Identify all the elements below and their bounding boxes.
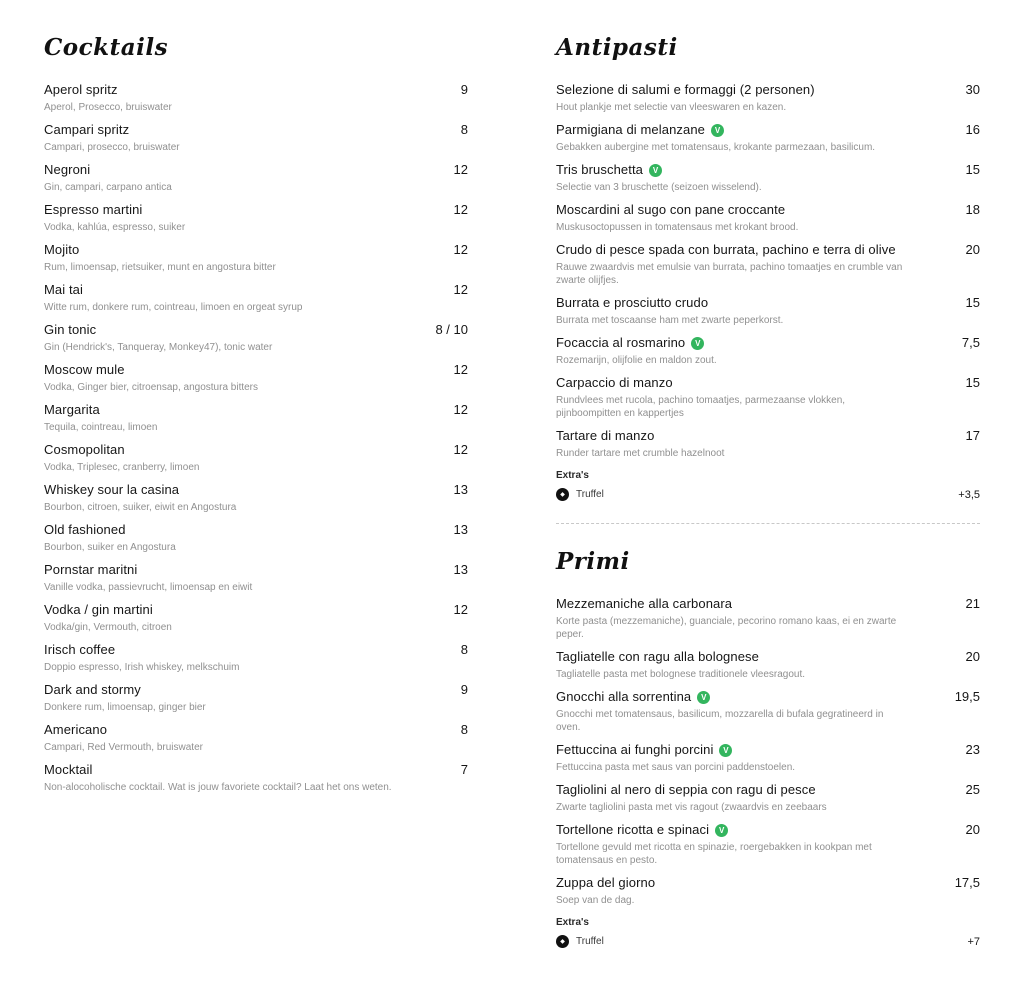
menu-item-name: Carpaccio di manzo: [556, 375, 673, 390]
extras-label: Extra's: [556, 470, 589, 481]
menu-item-name-wrap: [556, 294, 944, 311]
menu-section: [44, 34, 468, 794]
extra-item-price: +7: [967, 935, 980, 948]
menu-item-name-wrap: [44, 721, 439, 738]
menu-item-header: [44, 161, 468, 178]
menu-item-name-wrap: [44, 681, 439, 698]
extras-block: [556, 917, 980, 948]
menu-item: [44, 561, 468, 594]
menu-item-price: 20: [965, 649, 980, 664]
section-title: Primi: [556, 548, 630, 575]
menu-item-header: [556, 427, 980, 444]
menu-item-price: 20: [965, 242, 980, 257]
menu-item-header: [556, 161, 980, 178]
menu-item-name-wrap: [44, 281, 432, 298]
menu-item-description: Vodka/gin, Vermouth, citroen: [44, 622, 172, 633]
extra-item-name: Truffel: [576, 489, 604, 500]
menu-item-description: Doppio espresso, Irish whiskey, melkschuim: [44, 662, 240, 673]
menu-item: [556, 781, 980, 814]
menu-item-name-wrap: [44, 441, 432, 458]
menu-item-price: 30: [965, 82, 980, 97]
menu-item-name: Whiskey sour la casina: [44, 482, 180, 497]
menu-item: [44, 601, 468, 634]
section-title: Antipasti: [556, 34, 678, 61]
menu-item-header: [44, 321, 468, 338]
menu-item-name-wrap: [556, 688, 933, 705]
menu-item-description: Rum, limoensap, rietsuiker, munt en angostura bitter: [44, 262, 276, 273]
menu-item-name: Moscardini al sugo con pane croccante: [556, 202, 786, 217]
menu-item-price: 12: [453, 202, 468, 217]
menu-section: [556, 548, 980, 948]
menu-item-name-wrap: [44, 201, 432, 218]
menu-item-name: Espresso martini: [44, 202, 143, 217]
menu-item-price: 12: [453, 402, 468, 417]
menu-item-name-wrap: [44, 481, 432, 498]
menu-item-header: [44, 401, 468, 418]
extras-block: [556, 470, 980, 501]
menu-item-description: Gnocchi met tomatensaus, basilicum, mozzarella di bufala gegratineerd in oven.: [556, 709, 884, 733]
menu-item-name-wrap: [556, 595, 944, 612]
menu-item: [556, 201, 980, 234]
menu-item-description: Vodka, kahlúa, espresso, suiker: [44, 222, 186, 233]
menu-item-price: 21: [965, 596, 980, 611]
menu-item-price: 20: [965, 822, 980, 837]
menu-item-price: 15: [965, 295, 980, 310]
menu-item-description: Bourbon, citroen, suiker, eiwit en Angostura: [44, 502, 237, 513]
menu-item: [44, 361, 468, 394]
menu-item: [556, 427, 980, 460]
menu-item-name-wrap: [556, 81, 944, 98]
menu-item-name: Moscow mule: [44, 362, 125, 377]
menu-item-name: Tartare di manzo: [556, 428, 655, 443]
menu-item-name: Mai tai: [44, 282, 83, 297]
menu-item-price: 12: [453, 162, 468, 177]
menu-item-name: Crudo di pesce spada con burrata, pachino e terra di olive: [556, 242, 896, 257]
extra-item-left: [556, 935, 604, 948]
menu-item-description: Runder tartare met crumble hazelnoot: [556, 448, 725, 459]
truffle-icon: ◆: [556, 935, 569, 948]
menu-item-name-wrap: [44, 401, 432, 418]
menu-item-header: [556, 334, 980, 351]
menu-item-name: Gnocchi alla sorrentina: [556, 689, 692, 704]
menu-item-header: [556, 595, 980, 612]
vegetarian-icon: V: [711, 124, 724, 137]
vegetarian-icon: V: [691, 337, 704, 350]
menu-item-name-wrap: [44, 361, 432, 378]
menu-item-price: 13: [453, 482, 468, 497]
menu-item-price: 23: [965, 742, 980, 757]
menu-item: [44, 121, 468, 154]
menu-item-description: Campari, prosecco, bruiswater: [44, 142, 180, 153]
menu-item: [556, 81, 980, 114]
truffle-icon: ◆: [556, 488, 569, 501]
menu-item-header: [44, 361, 468, 378]
menu-item-header: [44, 81, 468, 98]
menu-item-name: Burrata e prosciutto crudo: [556, 295, 709, 310]
menu-item-name: Mezzemaniche alla carbonara: [556, 596, 733, 611]
menu-item-description: Tortellone gevuld met ricotta en spinazie, roergebakken in kookpan met tomatensaus en pesto.: [556, 842, 872, 866]
menu-section: [556, 34, 980, 524]
menu-item-name: Mojito: [44, 242, 80, 257]
extra-item: [556, 488, 980, 501]
menu-item-description: Witte rum, donkere rum, cointreau, limoen en orgeat syrup: [44, 302, 303, 313]
menu-item-price: 18: [965, 202, 980, 217]
menu-item: [556, 374, 980, 420]
menu-item: [44, 281, 468, 314]
menu-item-header: [556, 241, 980, 258]
menu-item-description: Selectie van 3 bruschette (seizoen wisselend).: [556, 182, 762, 193]
menu-item-name-wrap: [556, 334, 940, 351]
menu-item-description: Aperol, Prosecco, bruiswater: [44, 102, 172, 113]
menu-item-description: Gin, campari, carpano antica: [44, 182, 172, 193]
menu-item-name: Margarita: [44, 402, 100, 417]
menu-item-price: 16: [965, 122, 980, 137]
menu-item-price: 7: [460, 762, 468, 777]
menu-item-name: Fettuccina ai funghi porcini: [556, 742, 714, 757]
menu-item-name: Old fashioned: [44, 522, 126, 537]
menu-item-name-wrap: [44, 241, 432, 258]
menu-item-name: Mocktail: [44, 762, 93, 777]
menu-item: [44, 761, 468, 794]
menu-item-name: Campari spritz: [44, 122, 130, 137]
menu-item: [44, 641, 468, 674]
menu-item-name-wrap: [556, 374, 944, 391]
menu-item-name: Pornstar maritni: [44, 562, 138, 577]
menu-item-price: 13: [453, 562, 468, 577]
menu-item: [44, 201, 468, 234]
menu-item: [556, 874, 980, 907]
menu-item-name-wrap: [556, 241, 944, 258]
menu-item-price: 8 / 10: [435, 322, 468, 337]
menu-item-description: Donkere rum, limoensap, ginger bier: [44, 702, 206, 713]
menu-item: [44, 721, 468, 754]
menu-item-header: [44, 121, 468, 138]
menu-item-description: Vodka, Triplesec, cranberry, limoen: [44, 462, 200, 473]
menu-item-name-wrap: [556, 201, 944, 218]
menu-item: [44, 241, 468, 274]
menu-item-description: Tagliatelle pasta met bolognese traditionele vleesragout.: [556, 669, 806, 680]
extra-item-name: Truffel: [576, 936, 604, 947]
menu-item-name: Parmigiana di melanzane: [556, 122, 705, 137]
menu-item-header: [44, 201, 468, 218]
menu-item-name-wrap: [556, 821, 944, 838]
menu-item: [556, 241, 980, 287]
menu-item-description: Bourbon, suiker en Angostura: [44, 542, 176, 553]
menu-item-header: [44, 561, 468, 578]
menu-item-header: [44, 481, 468, 498]
menu-item: [556, 741, 980, 774]
vegetarian-icon: V: [719, 744, 732, 757]
menu-item-name: Irisch coffee: [44, 642, 116, 657]
menu-item-name-wrap: [556, 874, 933, 891]
menu-item-header: [556, 821, 980, 838]
menu-item: [556, 688, 980, 734]
menu-item-description: Gebakken aubergine met tomatensaus, krokante parmezaan, basilicum.: [556, 142, 876, 153]
menu-item-price: 8: [460, 642, 468, 657]
menu-item-name: Tagliatelle con ragu alla bolognese: [556, 649, 759, 664]
menu-item-name-wrap: [556, 161, 944, 178]
menu-item-name: Tagliolini al nero di seppia con ragu di pesce: [556, 782, 816, 797]
menu-item-description: Zwarte tagliolini pasta met vis ragout (zwaardvis en zeebaars: [556, 802, 827, 813]
menu-item-name-wrap: [556, 427, 944, 444]
section-divider: [556, 523, 980, 524]
menu-item: [556, 121, 980, 154]
menu-item-name-wrap: [556, 121, 944, 138]
menu-item-description: Non-alocoholische cocktail. Wat is jouw favoriete cocktail? Laat het ons weten.: [44, 782, 392, 793]
menu-item-price: 12: [453, 442, 468, 457]
menu-item-header: [44, 601, 468, 618]
menu-column-antipasti-primi: [556, 34, 980, 948]
menu-item: [556, 595, 980, 641]
menu-item: [556, 648, 980, 681]
menu-item-header: [556, 741, 980, 758]
menu-item-name-wrap: [44, 161, 432, 178]
menu-item-name: Dark and stormy: [44, 682, 141, 697]
menu-item-header: [44, 681, 468, 698]
menu-item-header: [44, 441, 468, 458]
menu-item-description: Gin (Hendrick's, Tanqueray, Monkey47), tonic water: [44, 342, 273, 353]
menu-item-header: [556, 81, 980, 98]
menu-item-name: Zuppa del giorno: [556, 875, 656, 890]
menu-item: [556, 334, 980, 367]
menu-item-description: Tequila, cointreau, limoen: [44, 422, 158, 433]
menu-item-price: 12: [453, 242, 468, 257]
menu-item-header: [556, 294, 980, 311]
menu-item-name-wrap: [556, 741, 944, 758]
menu-item-name-wrap: [556, 781, 944, 798]
menu-item-price: 8: [460, 722, 468, 737]
menu-item-name: Americano: [44, 722, 108, 737]
menu-item-name: Negroni: [44, 162, 91, 177]
menu-item-header: [44, 241, 468, 258]
menu-item-header: [556, 374, 980, 391]
menu-item-name-wrap: [44, 521, 432, 538]
menu-item: [556, 161, 980, 194]
menu-item-description: Korte pasta (mezzemaniche), guanciale, pecorino romano kaas, ei en zwarte peper.: [556, 616, 897, 640]
menu-item-name: Vodka / gin martini: [44, 602, 153, 617]
menu-item-price: 12: [453, 602, 468, 617]
menu-item-price: 13: [453, 522, 468, 537]
menu-item-price: 17,5: [954, 875, 980, 890]
menu-item-header: [44, 281, 468, 298]
menu-item-name: Selezione di salumi e formaggi (2 personen): [556, 82, 815, 97]
menu-item-description: Hout plankje met selectie van vleeswaren en kazen.: [556, 102, 787, 113]
extra-item-price: +3,5: [958, 488, 980, 501]
menu-item-name: Aperol spritz: [44, 82, 118, 97]
vegetarian-icon: V: [715, 824, 728, 837]
menu-item-name-wrap: [44, 321, 413, 338]
menu-item-header: [556, 688, 980, 705]
menu-item-price: 25: [965, 782, 980, 797]
menu-item-name-wrap: [44, 641, 439, 658]
menu-item-description: Burrata met toscaanse ham met zwarte peperkorst.: [556, 315, 784, 326]
menu-item-description: Soep van de dag.: [556, 895, 635, 906]
extra-item-left: [556, 488, 604, 501]
menu-item-price: 9: [460, 82, 468, 97]
menu-item: [44, 401, 468, 434]
menu-item-price: 17: [965, 428, 980, 443]
vegetarian-icon: V: [697, 691, 710, 704]
menu-item-price: 12: [453, 362, 468, 377]
menu-item: [556, 821, 980, 867]
menu-item-name: Cosmopolitan: [44, 442, 125, 457]
menu-item-header: [556, 648, 980, 665]
menu-item: [44, 161, 468, 194]
menu-item-name: Tris bruschetta: [556, 162, 643, 177]
menu-item: [44, 481, 468, 514]
menu-column-cocktails: [44, 34, 468, 948]
vegetarian-icon: V: [649, 164, 662, 177]
menu-item-name: Focaccia al rosmarino: [556, 335, 686, 350]
menu-item-price: 15: [965, 162, 980, 177]
menu-item-description: Rundvlees met rucola, pachino tomaatjes, parmezaanse vlokken, pijnboompitten en kappertjes: [556, 395, 846, 419]
menu-item-header: [44, 521, 468, 538]
menu-item: [44, 681, 468, 714]
menu-item-header: [44, 641, 468, 658]
menu-item-price: 8: [460, 122, 468, 137]
menu-item-price: 15: [965, 375, 980, 390]
extras-label: Extra's: [556, 917, 589, 928]
menu-item-name-wrap: [44, 761, 439, 778]
section-title: Cocktails: [44, 34, 169, 61]
menu-item-description: Muskusoctopussen in tomatensaus met krokant brood.: [556, 222, 799, 233]
menu-item-price: 12: [453, 282, 468, 297]
menu-item-header: [556, 781, 980, 798]
menu-item-header: [556, 874, 980, 891]
menu-item: [556, 294, 980, 327]
menu-item: [44, 81, 468, 114]
menu-item-price: 7,5: [961, 335, 980, 350]
menu-item: [44, 521, 468, 554]
menu-item: [44, 441, 468, 474]
menu-item-name-wrap: [44, 121, 439, 138]
menu-item-header: [556, 121, 980, 138]
menu-item-description: Rozemarijn, olijfolie en maldon zout.: [556, 355, 717, 366]
menu-item-header: [44, 721, 468, 738]
extra-item: [556, 935, 980, 948]
menu-item-header: [44, 761, 468, 778]
menu-item-name-wrap: [44, 81, 439, 98]
menu-item-description: Vanille vodka, passievrucht, limoensap en eiwit: [44, 582, 253, 593]
menu-item: [44, 321, 468, 354]
menu-item-name: Tortellone ricotta e spinaci: [556, 822, 710, 837]
menu-item-description: Rauwe zwaardvis met emulsie van burrata, pachino tomaatjes en crumble van zwarte olijfjes.: [556, 262, 903, 286]
menu-item-header: [556, 201, 980, 218]
menu-item-name: Gin tonic: [44, 322, 97, 337]
menu-item-description: Vodka, Ginger bier, citroensap, angostura bitters: [44, 382, 259, 393]
menu-item-price: 19,5: [954, 689, 980, 704]
menu-item-price: 9: [460, 682, 468, 697]
menu-item-description: Fettuccina pasta met saus van porcini paddenstoelen.: [556, 762, 796, 773]
menu-item-name-wrap: [556, 648, 944, 665]
menu-item-name-wrap: [44, 561, 432, 578]
menu-item-name-wrap: [44, 601, 432, 618]
menu-item-description: Campari, Red Vermouth, bruiswater: [44, 742, 203, 753]
